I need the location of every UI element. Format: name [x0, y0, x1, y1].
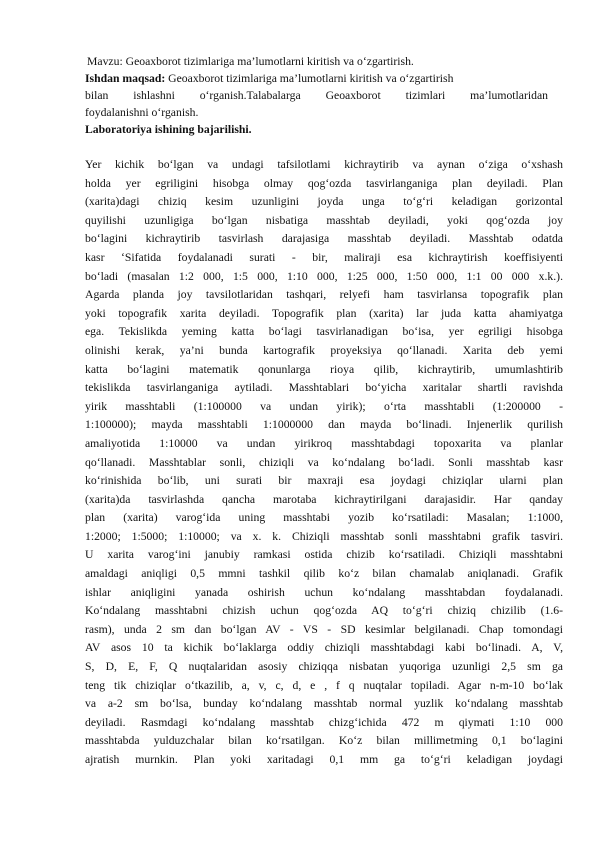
goal-line-2: bilan ishlashni o‘rganish.Talabalarga Geoaxborot tizimlari ma’lumotlaridan	[85, 89, 548, 102]
document-header	[85, 53, 548, 138]
body-paragraph	[85, 156, 563, 770]
body-line: 1:2000; 1:5000; 1:10000; va x. k. Chiziqli masshtab sonli masshtabni grafik tasviri.	[85, 529, 563, 543]
goal-label: Ishdan maqsad:	[85, 72, 166, 85]
body-line: S, D, E, F, Q nuqtalaridan asosiy chiziqqa nisbatan yuqoriga uzunligi 2,5 sm ga	[85, 660, 563, 674]
body-line: ishlar aniqligini yanada oshirish uchun ko‘ndalang masshtabdan foydalanadi.	[85, 585, 563, 599]
body-line: AV asos 10 ta kichik bo‘laklarga oddiy chiziqli masshtabdagi kabi bo‘linadi. A, V,	[85, 641, 563, 655]
body-line: amaldagi aniqligi 0,5 mmni tashkil qilib ko‘z bilan chamalab aniqlanadi. Grafik	[85, 567, 563, 581]
body-line: tekislikda tasvirlanganiga aytiladi. Masshtablari bo‘yicha xaritalar shartli ravishda	[85, 381, 563, 395]
body-line: ko‘rinishida bo‘lib, uni surati bir maxraji esa joydagi chiziqlar ularni plan	[85, 474, 563, 488]
goal-line-1	[85, 70, 548, 87]
body-line: bo‘lagini kichraytirib tasvirlash darajasiga masshtab deyiladi. Masshtab odatda	[85, 232, 563, 246]
body-line: yoki topografik xarita deyiladi. Topografik plan (xarita) lar juda katta ahamiyatga	[85, 306, 563, 320]
body-line: 1:100000); mayda masshtabli 1:1000000 dan mayda bo‘linadi. Injenerlik qurilish	[85, 418, 563, 432]
body-line: ega. Tekislikda yeming katta bo‘lagi tasvirlanadigan bo‘isa, yer egriligi hisobga	[85, 325, 563, 339]
goal-text-1: Geoaxborot tizimlariga ma’lumotlarni kiritish va o‘zgartirish	[165, 72, 454, 85]
body-line: Ko‘ndalang masshtabni chizish uchun qog‘ozda AQ to‘g‘ri chiziq chizilib (1.6-	[85, 604, 563, 618]
body-line: Agarda planda joy tavsilotlaridan tashqari, relyefi ham tasvirlansa topografik plan	[85, 288, 563, 302]
body-line: kasr ‘Sifatida foydalanadi surati - bir, maliraji esa kichraytirish koeffisiyenti	[85, 250, 563, 264]
body-line: (xarita)dagi chiziq kesim uzunligini joyda unga to‘g‘ri keladigan gorizontal	[85, 195, 563, 209]
body-line: teng tik chiziqlar o‘tkazilib, a, v, c, d, e , f q nuqtalar topiladi. Agar n-m-10 bo‘lak	[85, 678, 563, 692]
body-line: holda yer egriligini hisobga olmay qog‘ozda tasvirlanganiga plan deyiladi. Plan	[85, 176, 563, 190]
body-line: amaliyotida 1:10000 va undan yirikroq masshtabdagi topoxarita va planlar	[85, 436, 563, 450]
body-line: bo‘ladi (masalan 1:2 000, 1:5 000, 1:10 000, 1:25 000, 1:50 000, 1:1 00 000 x.k.).	[85, 269, 563, 283]
body-line: Yer kichik bo‘lgan va undagi tafsilotlami kichraytirib va aynan o‘ziga o‘xshash	[85, 158, 563, 171]
goal-line-3: foydalanishni o‘rganish.	[85, 106, 199, 119]
topic-line: Mavzu: Geoaxborot tizimlariga ma’lumotlarni kiritish va o‘zgartirish.	[87, 55, 414, 68]
body-line: qo‘llanadi. Masshtablar sonli, chiziqli va ko‘ndalang bo‘ladi. Sonli masshtab kasr	[85, 455, 563, 469]
body-line: yirik masshtabli (1:100000 va undan yirik); o‘rta masshtabli (1:200000 -	[85, 399, 563, 413]
body-line: (xarita)da tasvirlashda qancha marotaba kichraytirilgani darajasidir. Har qanday	[85, 492, 563, 506]
body-line: U xarita varog‘ini janubiy ramkasi ostida chizib ko‘rsatiladi. Chiziqli masshtabni	[85, 548, 563, 562]
body-line: rasm), unda 2 sm dan bo‘lgan AV - VS - SD kesimlar belgilanadi. Chap tomondagi	[85, 622, 563, 636]
body-line: va a-2 sm bo‘lsa, bunday ko‘ndalang masshtab normal yuzlik ko‘ndalang masshtab	[85, 697, 563, 711]
lab-section-title: Laboratoriya ishining bajarilishi.	[85, 123, 252, 136]
body-line: katta bo‘lagini matematik qonunlarga rioya qilib, kichraytirib, umumlashtirib	[85, 362, 563, 376]
body-line: quyilishi uzunligiga bo‘lgan nisbatiga masshtab deyiladi, yoki qog‘ozda joy	[85, 213, 563, 227]
body-line: plan (xarita) varog‘ida uning masshtabi yozib ko‘rsatiladi: Masalan; 1:1000,	[85, 511, 563, 525]
body-line: masshtabda yulduzchalar bilan ko‘rsatilgan. Ko‘z bilan millimetming 0,1 bo‘lagini	[85, 734, 563, 748]
body-line: deyiladi. Rasmdagi ko‘ndalang masshtab chizg‘ichida 472 m qiymati 1:10 000	[85, 715, 563, 729]
body-line: ajratish murnkin. Plan yoki xaritadagi 0,1 mm ga to‘g‘ri keladigan joydagi	[85, 753, 563, 766]
body-line: olinishi kerak, ya’ni bunda kartografik proyeksiya qo‘llanadi. Xarita deb yemi	[85, 343, 563, 357]
